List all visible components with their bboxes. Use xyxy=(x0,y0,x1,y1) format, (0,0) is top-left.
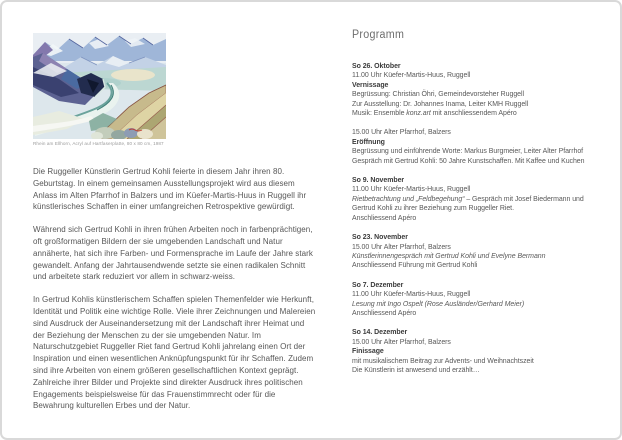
event-line-segment: Gertrud Kohli zu ihrer Beziehung zum Ruggeller Riet. xyxy=(352,203,514,213)
event-line-segment: Rietbetrachtung und „Feldbegehung“ xyxy=(352,193,465,203)
event-line-segment: mit musikalischem Beitrag zur Advents- und Weihnachtszeit xyxy=(352,355,534,365)
event-line xyxy=(352,108,596,117)
event-line-segment: Zur Ausstellung: Dr. Johannes Inama, Leiter KMH Ruggell xyxy=(352,98,529,108)
event-line xyxy=(352,127,596,136)
event-line xyxy=(352,289,596,298)
event-line-segment: konz.art xyxy=(406,108,431,118)
event-line-segment: Anschliessend Apéro xyxy=(352,307,417,317)
intro-paragraph: In Gertrud Kohlis künstlerischem Schaffen spielen Themenfelder wie Herkunft, Identität und Politik eine wichtige Rolle. Viele ihrer Zeichnungen und Malereien sind Ausdruck der Auseinandersetzung mit der Landschaft ihrer Heimat und der Beziehung der Menschen zu der sie umgebenden Natur. Im Naturschutzgebiet Ruggeller Riet fand Gertrud Kohli jahrelang einen Ort der Inspiration und einen wesentlichen Anknüpfungspunkt für ihr Schaffen. Zudem sind ihre Arbeiten von einem größeren gesellschaftlichen Kontext geprägt. Zahlreiche ihrer Bilder und Projekte sind direkter Ausdruck ihres politischen Engagements beispielsweise für das Frauenstimmrecht oder für die Bewahrung kulturellen Erbes und der Natur. xyxy=(33,295,316,411)
event-line-segment: Finissage xyxy=(352,346,384,356)
event-line-segment: Begrüssung: Christian Öhri, Gemeindevorsteher Ruggell xyxy=(352,89,525,99)
program-title: Programm xyxy=(352,29,405,41)
event-line xyxy=(352,146,596,155)
event-line-segment: – Gespräch mit Josef Biedermann und xyxy=(464,193,584,203)
event-line-segment: Eröffnung xyxy=(352,136,385,146)
event-date: So 26. Oktober xyxy=(352,61,401,70)
event-line xyxy=(352,346,596,355)
event-line xyxy=(352,308,596,317)
event-line xyxy=(352,260,596,269)
event-line xyxy=(352,99,596,108)
event-line xyxy=(352,213,596,222)
event-line xyxy=(352,251,596,260)
event-line-segment: Gespräch mit Gertrud Kohli: 50 Jahre Kunstschaffen. Mit Kaffee und Kuchen xyxy=(352,155,585,165)
event-line xyxy=(352,184,596,193)
artwork-figure xyxy=(33,33,166,139)
event-line-segment: Künstlerinnengespräch mit Gertrud Kohli und Evelyne Bermann xyxy=(352,250,546,260)
intro-paragraph: Während sich Gertrud Kohli in ihren frühen Arbeiten noch in farbenprächtigen, oft großformatigen Bildern der sie umgebenden Landschaft und Natur annäherte, hat sich ihre Farben- und Formensprache im Laufe der Jahre stark gewandelt. Anfang der Jahrtausendwende setzte sie einen radikalen Schnitt und arbeitete stark reduziert vor allem in schwarz-weiss. xyxy=(33,225,313,282)
intro-paragraph: Die Ruggeller Künstlerin Gertrud Kohli feierte in diesem Jahr ihren 80. Geburtstag. In einem gemeinsamen Ausstellungsprojekt wird aus diesem Anlass im Alten Pfarrhof in Balzers und im Küefer-Martis-Huus in Ruggell ihr künstlerisches Schaffen in einer umfangreichen Retrospektive gewürdigt. xyxy=(33,167,307,212)
event-line xyxy=(352,356,596,365)
event-line-segment: Lesung mit Ingo Ospelt (Rose Ausländer/Gerhard Meier) xyxy=(352,298,525,308)
event-line xyxy=(352,80,596,89)
program-events xyxy=(352,61,596,374)
event-line xyxy=(352,337,596,346)
event-line-segment: mit anschliessendem Apéro xyxy=(430,108,517,118)
event-date: So 7. Dezember xyxy=(352,279,404,289)
event-date: So 23. November xyxy=(352,232,408,242)
event-line-segment: Anschliessend Apéro xyxy=(352,212,417,222)
event-line xyxy=(352,137,596,146)
event-line xyxy=(352,203,596,212)
event-date: So 14. Dezember xyxy=(352,327,408,337)
event-line-segment: 11.00 Uhr Küefer-Martis-Huus, Ruggell xyxy=(352,289,471,299)
event-line-segment: Anschliessend Führung mit Gertrud Kohli xyxy=(352,260,478,270)
event-line-segment: 15.00 Uhr Alter Pfarrhof, Balzers xyxy=(352,127,451,137)
event-date: So 9. November xyxy=(352,175,405,185)
event-line-segment: 11.00 Uhr Küefer-Martis-Huus, Ruggell xyxy=(352,184,471,194)
program-event xyxy=(352,327,596,374)
event-line-segment: 15.00 Uhr Alter Pfarrhof, Balzers xyxy=(352,336,451,346)
program-event xyxy=(352,280,596,318)
program-column xyxy=(352,29,596,384)
event-line xyxy=(352,194,596,203)
program-event xyxy=(352,232,596,270)
program-event xyxy=(352,61,596,117)
program-event xyxy=(352,175,596,222)
event-line-segment: 11.00 Uhr Küefer-Martis-Huus, Ruggell xyxy=(352,70,471,80)
event-line-segment: Vernissage xyxy=(352,79,389,89)
intro-text xyxy=(33,166,318,423)
event-line-segment: Die Künstlerin ist anwesend und erzählt… xyxy=(352,364,480,374)
event-line xyxy=(352,70,596,79)
artwork-caption: Rhein am Ellhorn, Acryl auf Hartfaserplatte, 80 x 80 cm, 1987 xyxy=(33,141,164,146)
event-line xyxy=(352,365,596,374)
event-line xyxy=(352,156,596,165)
event-line-segment: 15.00 Uhr Alter Pfarrhof, Balzers xyxy=(352,241,451,251)
artwork-painting xyxy=(33,33,166,139)
event-line-segment: Musik: Ensemble xyxy=(352,108,407,118)
event-line-segment: Begrüssung und einführende Worte: Markus Burgmeier, Leiter Alter Pfarrhof xyxy=(352,146,584,156)
event-line xyxy=(352,89,596,98)
event-line xyxy=(352,299,596,308)
program-event xyxy=(352,127,596,165)
event-line xyxy=(352,242,596,251)
